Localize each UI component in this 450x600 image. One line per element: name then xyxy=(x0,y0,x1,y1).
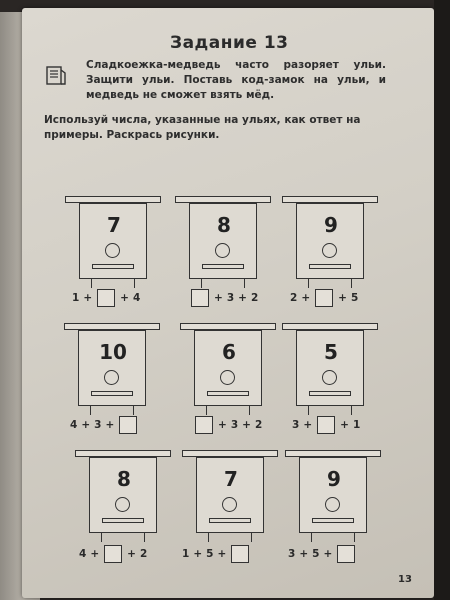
equation-number: 3 xyxy=(288,548,296,560)
hive-entrance-circle xyxy=(105,243,120,258)
hive-entrance-circle xyxy=(322,243,337,258)
hive-leg xyxy=(354,533,355,542)
beehive xyxy=(182,450,278,550)
page-number: 13 xyxy=(398,574,412,585)
plus-sign: + xyxy=(242,419,251,431)
plus-sign: + xyxy=(90,548,100,560)
answer-box[interactable] xyxy=(231,545,249,563)
equation-number: 5 xyxy=(312,548,320,560)
plus-sign: + xyxy=(217,548,227,560)
equation-number: 2 xyxy=(139,548,148,560)
equation-number: 4 xyxy=(70,419,78,431)
plus-sign: + xyxy=(127,548,136,560)
hive-entrance-circle xyxy=(322,370,337,385)
equation-number: 2 xyxy=(250,292,259,304)
hive-leg xyxy=(201,279,202,288)
beehive xyxy=(285,450,381,550)
equation-number: 3 xyxy=(292,419,300,431)
hive-entrance-circle xyxy=(104,370,119,385)
hive-roof xyxy=(180,323,276,330)
hive-roof xyxy=(182,450,278,457)
hive-leg xyxy=(351,406,352,415)
hive-slot xyxy=(202,264,244,269)
hive-entrance-circle xyxy=(222,497,237,512)
equation-number: 4 xyxy=(132,292,141,304)
hive-leg xyxy=(251,533,252,542)
hive-body xyxy=(189,203,257,279)
plus-sign: + xyxy=(303,419,313,431)
equation-number: 2 xyxy=(254,419,263,431)
hive-leg xyxy=(133,406,134,415)
equation-number: 5 xyxy=(350,292,359,304)
hive-leg xyxy=(101,533,102,542)
hive-body xyxy=(196,457,264,533)
hive-body xyxy=(296,203,364,279)
hive-entrance-circle xyxy=(220,370,235,385)
hive-body xyxy=(79,203,147,279)
hive-number: 6 xyxy=(222,340,236,364)
hive-roof xyxy=(285,450,381,457)
plus-sign: + xyxy=(338,292,347,304)
equation xyxy=(68,416,140,434)
answer-box[interactable] xyxy=(195,416,213,434)
plus-sign: + xyxy=(299,548,309,560)
hive-number: 5 xyxy=(324,340,338,364)
hive-slot xyxy=(312,518,354,523)
hive-leg xyxy=(311,533,312,542)
hive-leg xyxy=(134,279,135,288)
hive-entrance-circle xyxy=(215,243,230,258)
answer-box[interactable] xyxy=(315,289,333,307)
hive-slot xyxy=(209,518,251,523)
equation-number: 3 xyxy=(226,292,235,304)
hive-roof xyxy=(75,450,171,457)
page-title: Задание 13 xyxy=(170,33,289,53)
beehive xyxy=(282,323,378,423)
hive-body xyxy=(78,330,146,406)
plus-sign: + xyxy=(214,292,223,304)
plus-sign: + xyxy=(323,548,333,560)
beehive xyxy=(64,323,160,423)
hive-roof xyxy=(282,196,378,203)
beehive xyxy=(180,323,276,423)
plus-sign: + xyxy=(193,548,203,560)
task-intro-text: Сладкоежка-медведь часто разоряет ульи. Защити ульи. Поставь код-замок на ульи, и медведь не сможет взять мёд. xyxy=(86,59,386,101)
hive-number: 7 xyxy=(107,213,121,237)
equation xyxy=(286,545,358,563)
hive-leg xyxy=(308,279,309,288)
task-instruction-text: Используй числа, указанные на ульях, как ответ на примеры. Раскрась рисунки. xyxy=(44,114,361,141)
plus-sign: + xyxy=(238,292,247,304)
hive-number: 10 xyxy=(99,340,127,364)
hive-leg xyxy=(308,406,309,415)
equation-number: 1 xyxy=(72,292,80,304)
answer-box[interactable] xyxy=(191,289,209,307)
hive-leg xyxy=(144,533,145,542)
plus-sign: + xyxy=(218,419,227,431)
equation-number: 4 xyxy=(79,548,87,560)
hive-leg xyxy=(249,406,250,415)
hive-entrance-circle xyxy=(325,497,340,512)
hive-body xyxy=(296,330,364,406)
equation-number: 3 xyxy=(94,419,102,431)
plus-sign: + xyxy=(120,292,129,304)
hive-body xyxy=(89,457,157,533)
equation xyxy=(288,289,360,307)
hive-leg xyxy=(351,279,352,288)
beehive xyxy=(175,196,271,296)
hive-leg xyxy=(244,279,245,288)
hive-leg xyxy=(90,406,91,415)
beehive xyxy=(282,196,378,296)
equation xyxy=(192,416,264,434)
equation xyxy=(77,545,149,563)
equation-number: 1 xyxy=(352,419,361,431)
equation xyxy=(290,416,362,434)
answer-box[interactable] xyxy=(317,416,335,434)
hive-body xyxy=(194,330,262,406)
equation-number: 2 xyxy=(290,292,298,304)
plus-sign: + xyxy=(105,419,115,431)
hive-leg xyxy=(206,406,207,415)
equation-number: 3 xyxy=(230,419,239,431)
hive-roof xyxy=(65,196,161,203)
background-edge xyxy=(434,0,450,600)
equation xyxy=(188,289,260,307)
hive-roof xyxy=(64,323,160,330)
hive-number: 7 xyxy=(224,467,238,491)
beehive xyxy=(65,196,161,296)
answer-box[interactable] xyxy=(119,416,137,434)
plus-sign: + xyxy=(340,419,349,431)
book-icon xyxy=(45,64,67,86)
equation xyxy=(180,545,252,563)
hive-slot xyxy=(91,391,133,396)
equation-number: 1 xyxy=(182,548,190,560)
hive-slot xyxy=(309,264,351,269)
equation-number: 5 xyxy=(206,548,214,560)
hive-number: 8 xyxy=(117,467,131,491)
hive-slot xyxy=(102,518,144,523)
hive-number: 9 xyxy=(324,213,338,237)
hive-number: 9 xyxy=(327,467,341,491)
hive-slot xyxy=(92,264,134,269)
hive-entrance-circle xyxy=(115,497,130,512)
hive-roof xyxy=(282,323,378,330)
hive-leg xyxy=(91,279,92,288)
plus-sign: + xyxy=(81,419,91,431)
hive-leg xyxy=(208,533,209,542)
plus-sign: + xyxy=(301,292,311,304)
hive-slot xyxy=(207,391,249,396)
hive-slot xyxy=(309,391,351,396)
plus-sign: + xyxy=(83,292,93,304)
answer-box[interactable] xyxy=(104,545,122,563)
equation xyxy=(70,289,142,307)
hive-roof xyxy=(175,196,271,203)
hive-number: 8 xyxy=(217,213,231,237)
hive-body xyxy=(299,457,367,533)
answer-box[interactable] xyxy=(337,545,355,563)
answer-box[interactable] xyxy=(97,289,115,307)
beehive xyxy=(75,450,171,550)
